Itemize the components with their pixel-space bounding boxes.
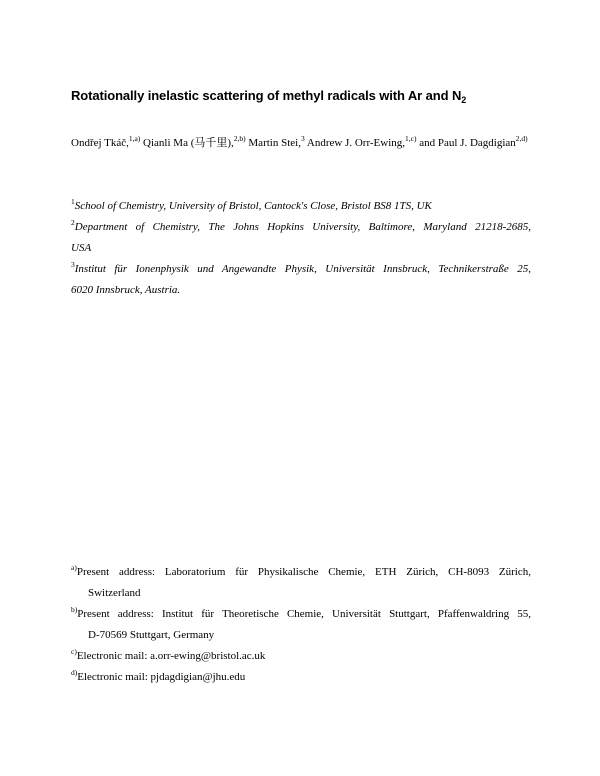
author-name: Andrew J. Orr-Ewing, xyxy=(306,137,406,149)
paper-title xyxy=(71,87,541,105)
footnote-text: Electronic mail: pjdagdigian@jhu.edu xyxy=(77,671,246,683)
author-affiliation-mark: 2,b) xyxy=(233,134,246,143)
footnote-list xyxy=(71,562,531,688)
footnote-text-cont: D-70569 Stuttgart, Germany xyxy=(88,629,215,641)
affiliation-line xyxy=(71,259,531,280)
affiliation-number: 2 xyxy=(71,218,75,227)
footnote-mark: b) xyxy=(71,605,78,614)
affiliation-line xyxy=(71,217,531,238)
author-affiliation-mark: 1,a) xyxy=(128,134,141,143)
affiliation-text: Institut für Ionenphysik und Angewandte Physik, Universität Innsbruck, Technikerstraße 25, xyxy=(74,263,531,275)
footnote-text-cont: Switzerland xyxy=(88,587,141,599)
footnote-text: Electronic mail: a.orr-ewing@bristol.ac.uk xyxy=(76,650,266,662)
affiliation xyxy=(71,217,531,259)
author-list xyxy=(71,132,531,155)
footnote-mark: a) xyxy=(71,563,77,572)
footnote xyxy=(71,646,531,667)
affiliation-number: 1 xyxy=(71,197,75,206)
affiliation-list xyxy=(71,196,531,301)
footnote-text: Present address: Laboratorium für Physikalische Chemie, ETH Zürich, CH-8093 Zürich, xyxy=(76,566,531,578)
title-text: Rotationally inelastic scattering of methyl radicals with Ar and N xyxy=(71,88,462,103)
footnote xyxy=(71,604,531,646)
footnote xyxy=(71,667,531,688)
footnote-line xyxy=(71,562,531,583)
affiliation-text: Department of Chemistry, The Johns Hopkins University, Baltimore, Maryland 21218-2685, xyxy=(74,221,531,233)
author-name: Martin Stei, xyxy=(248,137,301,149)
title-subscript: 2 xyxy=(461,95,467,105)
author-name: Ondřej Tkáč, xyxy=(71,137,129,149)
footnote-line xyxy=(71,604,531,625)
footnote-text: Present address: Institut für Theoretische Chemie, Universität Stuttgart, Pfaffenwaldring 55, xyxy=(77,608,531,620)
affiliation-text-cont: 6020 Innsbruck, Austria. xyxy=(71,284,181,296)
affiliation-number: 3 xyxy=(71,260,75,269)
footnote-mark: c) xyxy=(71,647,77,656)
footnote-mark: d) xyxy=(71,668,78,677)
author-name: Qianli Ma (马千里), xyxy=(143,137,234,149)
affiliation xyxy=(71,259,531,301)
affiliation-text: School of Chemistry, University of Bristol, Cantock's Close, Bristol BS8 1TS, UK xyxy=(74,200,432,212)
author-name: and Paul J. Dagdigian xyxy=(419,137,516,149)
author-affiliation-mark: 1,c) xyxy=(405,134,417,143)
affiliation xyxy=(71,196,531,217)
author-affiliation-mark: 3 xyxy=(300,134,305,143)
footnote xyxy=(71,562,531,604)
affiliation-text-cont: USA xyxy=(71,242,92,254)
author-affiliation-mark: 2,d) xyxy=(515,134,528,143)
